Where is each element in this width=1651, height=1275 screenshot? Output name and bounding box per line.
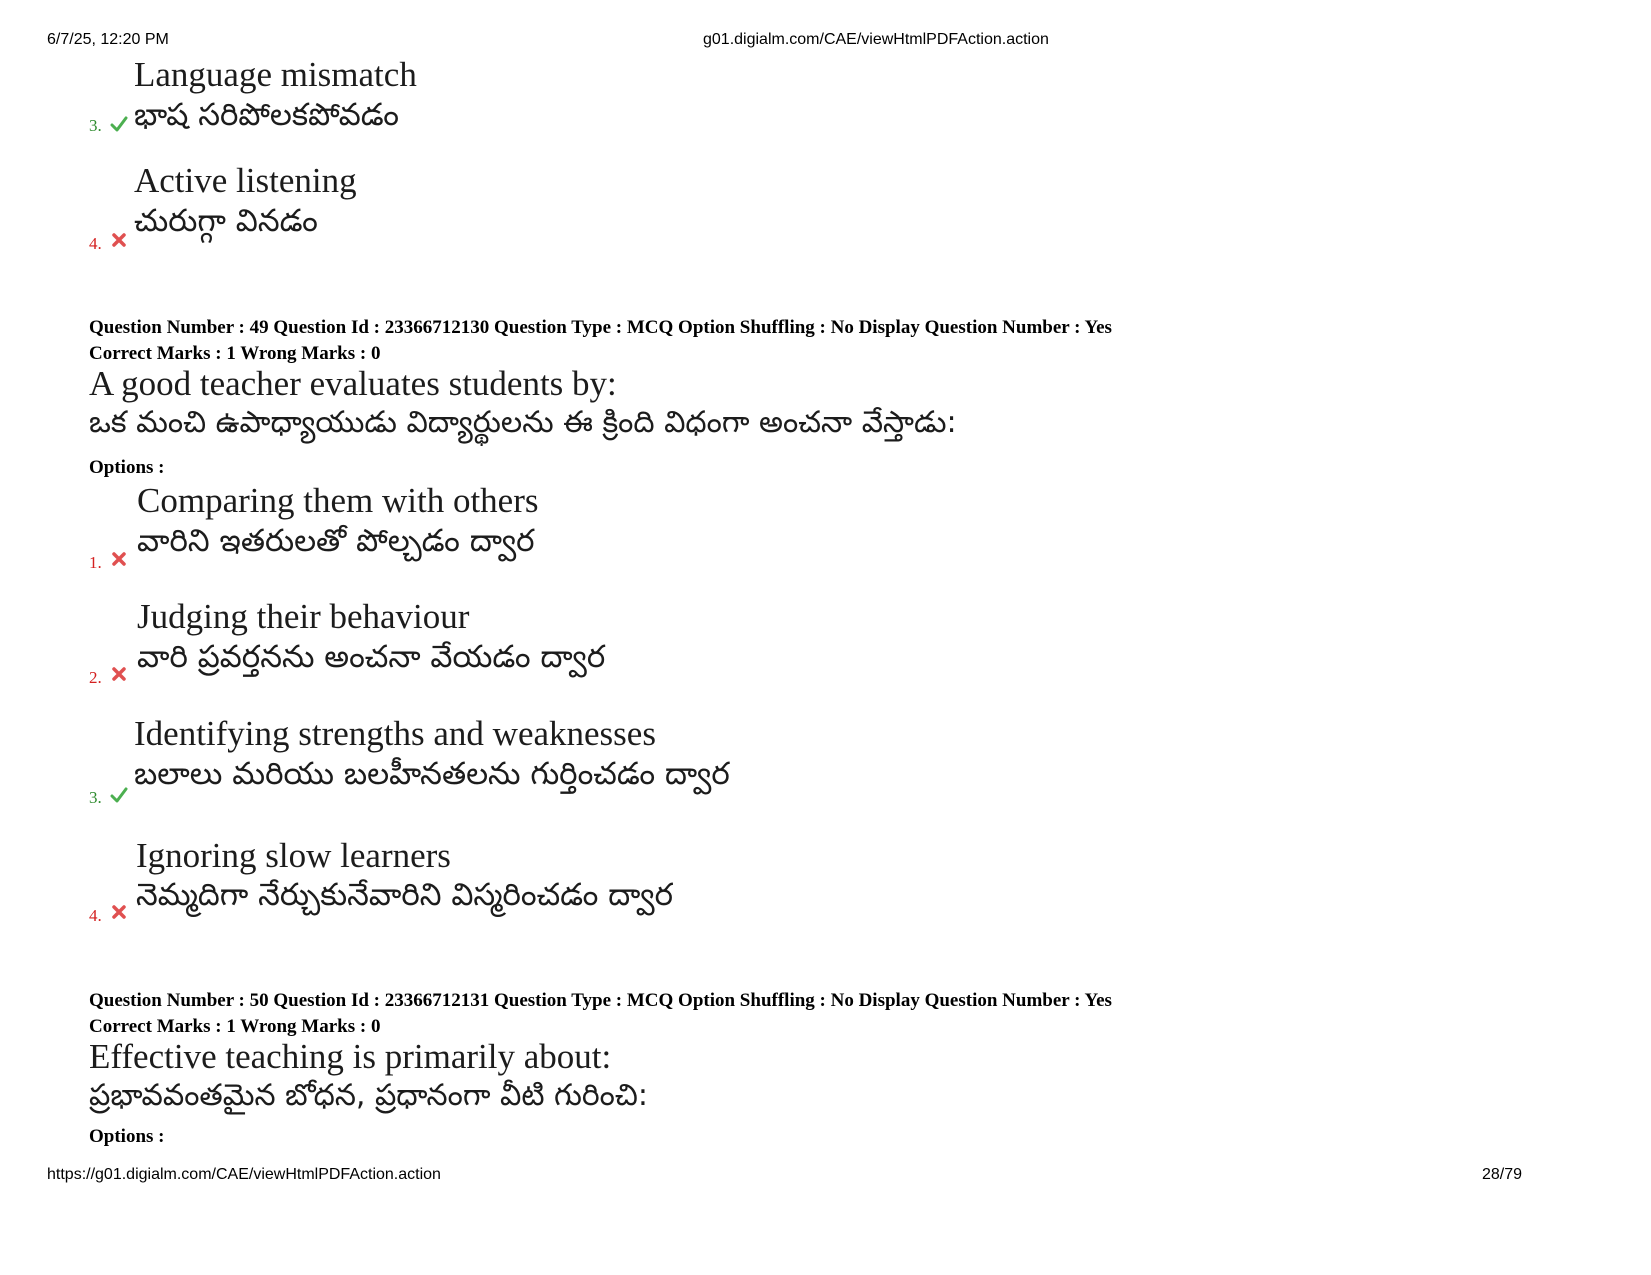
option-text-te: వారిని ఇతరులతో పోల్చడం ద్వార [137, 523, 535, 559]
print-datetime: 6/7/25, 12:20 PM [47, 31, 169, 48]
option-text-te: భాష సరిపోలకపోవడం [134, 97, 399, 133]
cross-icon [110, 903, 128, 921]
option-text-en: Language mismatch [134, 55, 417, 94]
option-number: 3. [89, 116, 102, 135]
option-number: 4. [89, 234, 102, 253]
option-text-en: Active listening [134, 161, 357, 200]
option-text-en: Judging their behaviour [137, 597, 470, 636]
page-number: 28/79 [1482, 1166, 1523, 1183]
option-text-te: బలాలు మరియు బలహీనతలను గుర్తించడం ద్వార [134, 756, 730, 792]
question-text-en: Effective teaching is primarily about: [89, 1037, 612, 1076]
question-text-te: ఒక మంచి ఉపాధ్యాయుడు విద్యార్థులను ఈ క్రింది విధంగా అంచనా వేస్తాడు: [89, 405, 957, 440]
question-meta-line1: Question Number : 50 Question Id : 23366712131 Question Type : MCQ Option Shuffling : No Display Question Number : Yes [89, 990, 1112, 1011]
print-header-url: g01.digialm.com/CAE/viewHtmlPDFAction.action [703, 31, 1049, 48]
question-text-te: ప్రభావవంతమైన బోధన, ప్రధానంగా వీటి గురించి: [89, 1078, 648, 1113]
option-text-te: నెమ్మదిగా నేర్చుకునేవారిని విస్మరించడం ద్వార [136, 877, 673, 913]
option-number: 2. [89, 668, 102, 687]
option-number: 4. [89, 906, 102, 925]
option-text-te: వారి ప్రవర్తనను అంచనా వేయడం ద్వార [137, 639, 606, 675]
option-number: 3. [89, 788, 102, 807]
option-text-en: Ignoring slow learners [136, 836, 451, 875]
option-text-en: Comparing them with others [137, 481, 539, 520]
check-icon [110, 786, 128, 804]
print-footer-url: https://g01.digialm.com/CAE/viewHtmlPDFAction.action [47, 1166, 441, 1183]
option-text-te: చురుగ్గా వినడం [134, 203, 318, 239]
options-label: Options : [89, 1126, 165, 1147]
question-meta-line2: Correct Marks : 1 Wrong Marks : 0 [89, 343, 381, 364]
cross-icon [110, 550, 128, 568]
question-meta-line1: Question Number : 49 Question Id : 23366712130 Question Type : MCQ Option Shuffling : No Display Question Number : Yes [89, 317, 1112, 338]
option-number: 1. [89, 553, 102, 572]
option-text-en: Identifying strengths and weaknesses [134, 714, 656, 753]
question-meta-line2: Correct Marks : 1 Wrong Marks : 0 [89, 1016, 381, 1037]
options-label: Options : [89, 457, 165, 478]
cross-icon [110, 665, 128, 683]
check-icon [110, 115, 128, 133]
question-text-en: A good teacher evaluates students by: [89, 364, 617, 403]
cross-icon [110, 231, 128, 249]
